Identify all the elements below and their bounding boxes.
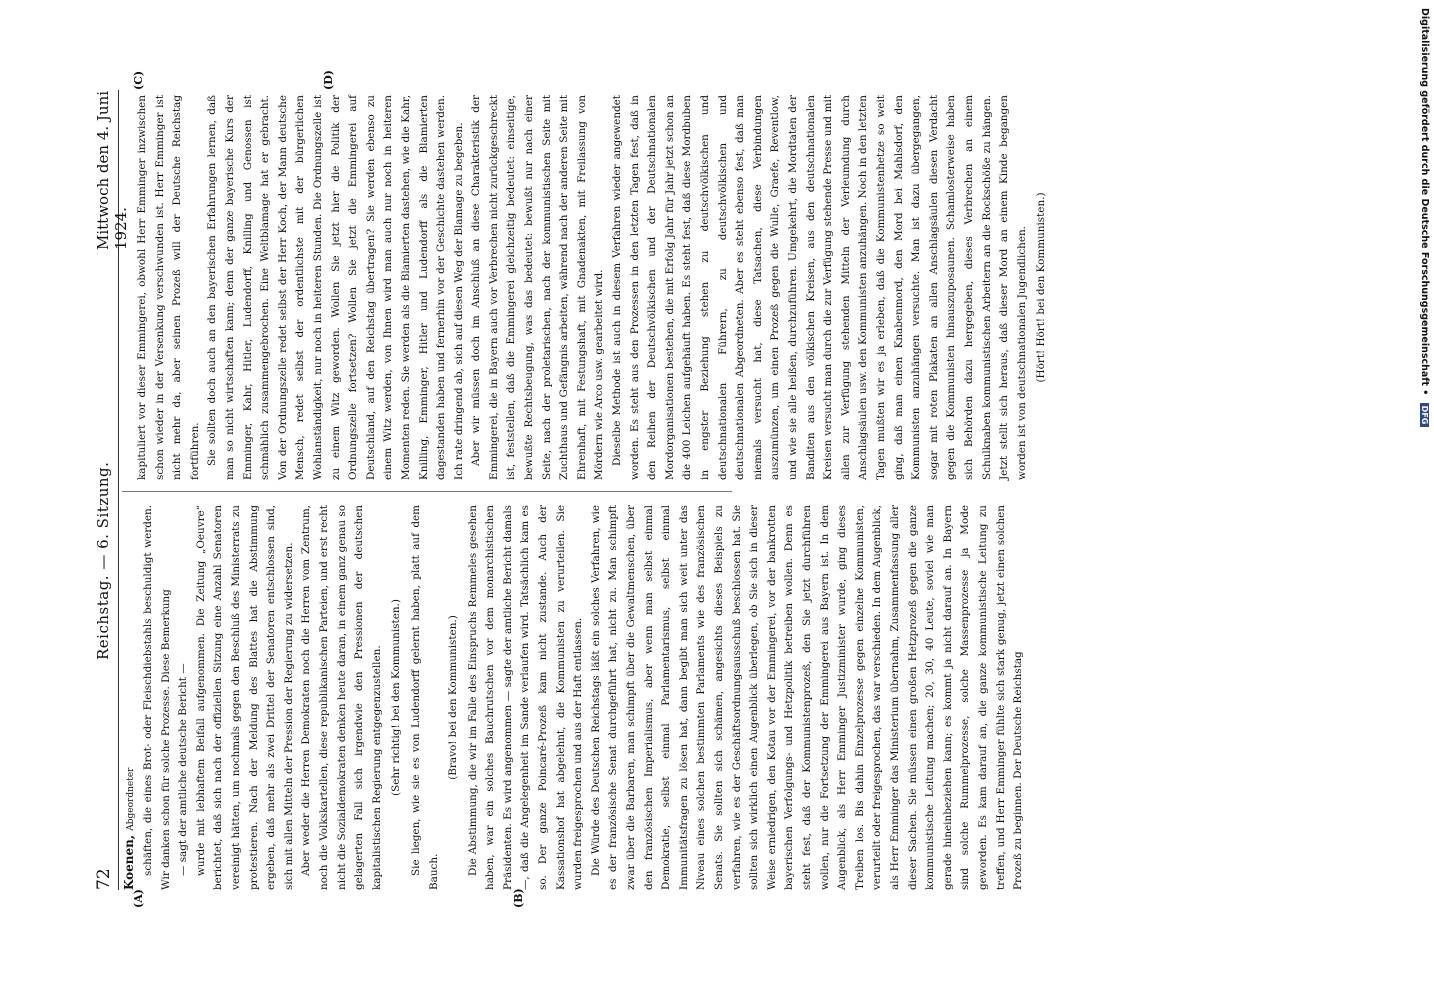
paragraph: Sie liegen, wie sie es von Ludendorff gelernt haben, platt auf dem Bauch.: [409, 505, 440, 890]
right-column: [134, 95, 1053, 480]
paragraph: Aber wir müssen doch im Anschluß an diese Charakteristik der Emmingerei, die in Bayern auch vor Verbrechen nicht zurückgeschreckt ist, feststellen, daß die Emmingerei gleichzeitig bedeutet: einseitige, bewußte Rechtsbeugung, was das bedeutet: bewußt nur nach einer Seite, nach der proletarischen, nach der kommunistischen Seite mit Zuchthaus und Gefängnis arbeiten, während nach der anderen Seite mit Ehrenhaft, mit Festungshaft, mit Gnadenakten, mit Freilassung von Mördern wie Arco usw. gearbeitet wird.: [470, 95, 606, 480]
speaker-role: Abgeordneter: [126, 767, 136, 831]
page-number: 72: [94, 868, 114, 890]
interjection: (Bravo! bei den Kommunisten.): [447, 615, 460, 780]
paragraph: Sie sollten doch auch an den bayerischen Erfahrungen lernen, daß man so nicht wirtschaften kann; denn der ganze bayerische Kurs der Emminger, Kahr, Hitler, Ludendorff, Knilling und Genossen ist schmählich zusammengebrochen. Eine Weltblamage hat er gebracht. Von der Ordnungszelle redet selbst der Herr Koch, der Mann deutsche Mensch, redet selbst der ordentlichste mit der bürgerlichen Wohlanständigkeit, nur noch in heiteren Stunden. Die Ordnungszelle ist zu einem Witz geworden. Wollen Sie jetzt hier die Politik der Ordnungszelle fortsetzen? Wollen Sie jetzt die Emmingerei auf Deutschland, auf den Reichstag übertragen? Sie werden ebenso zu einem Witz werden, von Ihnen wird man auch nur noch in heiteren Momenten reden. Sie werden als die Blamierten dastehen, wie die Kahr, Knilling, Emminger, Hitler und Ludendorff als die Blamierten dagestanden haben und fernerhin vor der Geschichte dastehen werden. Ich rate dringend ab, sich auf diesen Weg der Blamage zu begeben.: [206, 95, 465, 480]
margin-marker-b: (B): [512, 888, 525, 908]
session-title: Reichstag. — 6. Sitzung.: [94, 461, 112, 660]
paragraph: schäften, die eines Brot- oder Fleischdiebstahls beschuldigt werden. Wir danken schon für solche Prozesse. Diese Bemerkung: [142, 505, 172, 890]
interjection: (Sehr richtig! bei den Kommunisten.): [390, 599, 403, 796]
dfg-logo: DFG: [1420, 403, 1429, 428]
paragraph: Dieselbe Methode ist auch in diesem Verfahren wieder angewendet worden. Es steht aus den Prozessen in den letzten Tagen fest, daß in den Reihen der Deutschvölkischen und der Deutschnationalen Mordorganisationen bestehen, die mit Erfolg Jahr für Jahr jetzt schon an die 400 Leichen aufgehäuft haben. Es steht fest, daß diese Mordbuben in engster Beziehung stehen zu deutschvölkischen und deutschnationalen Führern, zu deutschvölkischen und deutschnationalen Abgeordneten. Aber es steht ebenso fest, daß man niemals versucht hat, diese Tatsachen, diese Verbindungen auszumünzen, um einen Prozeß gegen die Wulle, Graefe, Reventlow, und wie sie alle heißen, durchzuführen. Umgekehrt, die Mordtaten der Banditen aus den völkischen Kreisen, aus den deutschnationalen Kreisen versucht man durch die zur Verfügung stehende Presse und mit allen zur Verfügung stehenden Mitteln der Verleumdung durch Anschlagsäulen usw. den Kommunisten anzuhängen. Noch in den letzten Tagen mußten wir es ja erleben, daß die Kommunistenhetze so weit ging, daß man einen Knabenmord, den Mord bei Mahlsdorf, den Kommunisten anzuhängen versuchte. Man ist dazu übergegangen, sogar mit roten Plakaten an allen Anschlagsäulen diesen Verdacht gegen die Kommunisten hinauszuposaunen. Schamlosterweise haben sich Behörden dazu hergegeben, dieses Verbrechen an einem Schulknaben kommunistischen Arbeitern an die Rockschöße zu hängen. Jetzt stellt sich heraus, daß dieser Mord an einem Kinde begangen worden ist von deutschnationalen Jugendlichen.: [611, 95, 1028, 480]
paragraph: Aber weder die Herren Demokraten noch die Herren vom Zentrum, noch die Volkskartellen, diese republikanischen Parteien, und erst recht nicht die Sozialdemokraten denken heute daran, in einem ganz genau so gelagerten Fall sich irgendwie den Pressionen der deutschen kapitalistischen Regierung entgegenzustellen.: [300, 505, 383, 890]
margin-marker-a: (A): [132, 889, 145, 908]
session-date: Mittwoch den 4. Juni 1924.: [94, 90, 130, 250]
column-divider: [122, 491, 732, 492]
paragraph: Die Würde des Deutschen Reichstags läßt ein solches Verfahren, wie es der französische Senat durchgeführt hat, nicht zu. Man schimpft zwar über die Barbaren, man schimpft über die Gewaltmenschen, über den französischen Imperialismus, aber wenn man selbst einmal Demokratie, selbst einmal Parlamentarismus, selbst einmal Immunitätsfragen zu lösen hat, dann begibt man sich weit unter das Niveau eines solchen bestimmten Parlaments wie des französischen Senats. Sie sollten sich schämen, angesichts dieses Beispiels zu verfahren, wie es der Geschäftsordnungsausschuß beschlossen hat. Sie sollten sich wirklich einen Augenblick überlegen, ob Sie sich in dieser Weise erniedrigen, den Kotau vor der Emmingerei, vor der bankrotten bayerischen Verfolgungs- und Hetzpolitik betreiben wollen. Denn es steht fest, daß der Kommunistenprozeß, den Sie jetzt durchführen wollen, nur die Fortsetzung der Emmingerei aus Bayern ist. In dem Augenblick, als Herr Emminger Justizminister wurde, ging dieses Treiben los. Bis dahin Einzelprozesse gegen einzelne Kommunisten, verurteilt oder freigesprochen, das war verschieden. In dem Augenblick, als Herr Emminger das Ministerium übernahm, Zusammenfassung aller dieser Sachen. Sie müssen einen großen Hetzprozeß gegen die ganze kommunistische Leitung machen; 20, 30, 40 Leute, soviel wie man gerade hineinbeziehen kann; es kommt ja nicht darauf an. In Bayern sind solche Rummelprozesse, solche Massenprozesse ja Mode geworden. Es kam darauf an, die ganze kommunistische Leitung zu treffen, und Herr Emminger fühlte sich stark genug, jetzt einen solchen Prozeß zu beginnen. Der Deutsche Reichstag: [589, 505, 1025, 890]
speaker-label: [122, 768, 136, 890]
digitization-note: [1418, 8, 1432, 992]
left-column: [140, 505, 1028, 890]
margin-marker-c: (C): [132, 70, 145, 90]
document-page: [92, 70, 1048, 908]
interjection: (Hört! Hört! bei den Kommunisten.): [1035, 192, 1048, 383]
paragraph: kapituliert vor dieser Emmingerei, obwohl Herr Emminger inzwischen schon wieder in der Versenkung verschwunden ist. Herr Emminger ist nicht mehr da, aber seinen Prozeß will der Deutsche Reichstag fortführen.: [136, 95, 201, 480]
digitization-text: Digitalisierung gefördert durch die Deutsche Forschungsgemeinschaft •: [1419, 8, 1430, 396]
margin-marker-d: (D): [322, 70, 335, 90]
speaker-name: Koenen,: [122, 834, 136, 890]
paragraph: Die Abstimmung, die wir im Falle des Einspruchs Remmeles gesehen haben, war ein solches Bauchrutschen vor dem monarchistischen Präsidenten. Es wird angenommen — sagte der amtliche Bericht damals —, daß die Angelegenheit im Sande verlaufen wird. Tatsächlich kam es so. Der ganze Poincaré-Prozeß kam nicht zustande. Auch der Kassationshof hat abgelehnt, die Kommunisten zu verurteilen. Sie wurden freigesprochen und aus der Haft entlassen.: [466, 505, 585, 890]
paragraph: wurde mit lebhaftem Beifall aufgenommen. Die Zeitung „Oeuvre“ berichtet, daß sich nach der offiziellen Sitzung eine Anzahl Senatoren vereinigt hätten, um nochmals gegen den Beschluß des Ministerrats zu protestieren. Nach der Meldung des Blattes hat die Abstimmung ergeben, daß mehr als zwei Drittel der Senatoren entschlossen sind, sich mit allen Mitteln der Pression der Regierung zu widersetzen.: [194, 505, 295, 890]
paragraph: — sagt der amtliche deutsche Bericht —: [177, 663, 190, 876]
